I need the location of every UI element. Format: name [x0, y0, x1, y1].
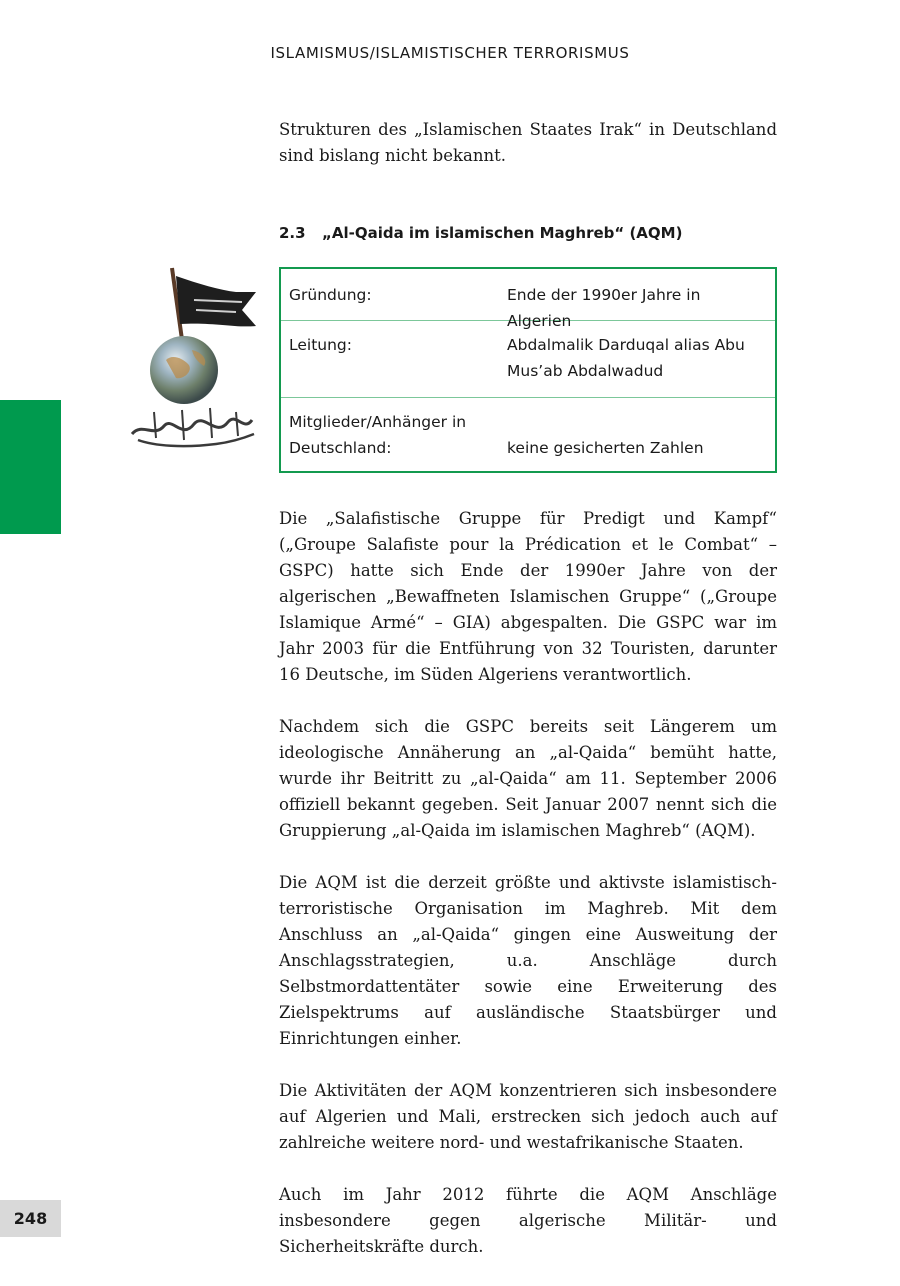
body-paragraph: Nachdem sich die GSPC bereits seit Längerem um ideologische Annäherung an „al-Qaida“ bemüht hatte, wurde ihr Beitritt zu „al-Qaida“ am 11. September 2006 offiziell bekannt gegeben. Seit Januar 2007 nennt sich die Gruppierung „al-Qaida im islamischen Maghreb“ (AQM). — [279, 717, 777, 840]
info-row-gruendung — [281, 269, 775, 330]
info-row-leitung — [281, 320, 775, 397]
section-number: 2.3 — [279, 224, 306, 242]
section-title: „Al-Qaida im islamischen Maghreb“ (AQM) — [322, 224, 683, 242]
page-number: 248 — [0, 1200, 61, 1237]
body-text — [279, 506, 777, 1286]
info-value: Abdalmalik Darduqal alias Abu Mus’ab Abdalwadud — [507, 336, 745, 380]
info-value: keine gesicherten Zahlen — [507, 439, 704, 457]
info-row-mitglieder — [281, 397, 775, 471]
info-label: Leitung: — [289, 336, 352, 354]
info-value: Ende der 1990er Jahre in Algerien — [507, 286, 701, 330]
body-paragraph: Die „Salafistische Gruppe für Predigt und Kampf“ („Groupe Salafiste pour la Prédication et le Combat“ – GSPC) hatte sich Ende der 1990er Jahre von der algerischen „Bewaffneten Islamischen Gruppe“ („Groupe Islamique Armé“ – GIA) abgespalten. Die GSPC war im Jahr 2003 für die Entführung von 32 Touristen, darunter 16 Deutsche, im Süden Algeriens verantwortlich. — [279, 509, 777, 684]
running-head: ISLAMISMUS/ISLAMISTISCHER TERRORISMUS — [270, 44, 630, 62]
intro-paragraph: Strukturen des „Islamischen Staates Irak“ in Deutschland sind bislang nicht bekannt. — [279, 120, 777, 165]
body-paragraph: Die Aktivitäten der AQM konzentrieren sich insbesondere auf Algerien und Mali, erstrecken sich jedoch auch auf zahlreiche weitere nord- und westafrikanische Staaten. — [279, 1081, 777, 1152]
aqm-logo-image — [124, 262, 264, 458]
body-paragraph: Auch im Jahr 2012 führte die AQM Anschläge insbesondere gegen algerische Militär- und Sicherheitskräfte durch. — [279, 1185, 777, 1256]
info-label: Gründung: — [289, 286, 372, 304]
section-heading — [279, 224, 777, 242]
info-box — [279, 267, 777, 473]
body-paragraph: Die AQM ist die derzeit größte und aktivste islamistisch-terroristische Organisation im Maghreb. Mit dem Anschluss an „al-Qaida“ gingen eine Ausweitung der Anschlagsstrategien, u.a. Anschläge durch Selbstmordattentäter sowie eine Erweiterung des Zielspektrums auf ausländische Staatsbürger und Einrichtungen einher. — [279, 873, 777, 1048]
chapter-tab — [0, 400, 61, 534]
info-label: Mitglieder/Anhänger in Deutschland: — [289, 413, 467, 457]
